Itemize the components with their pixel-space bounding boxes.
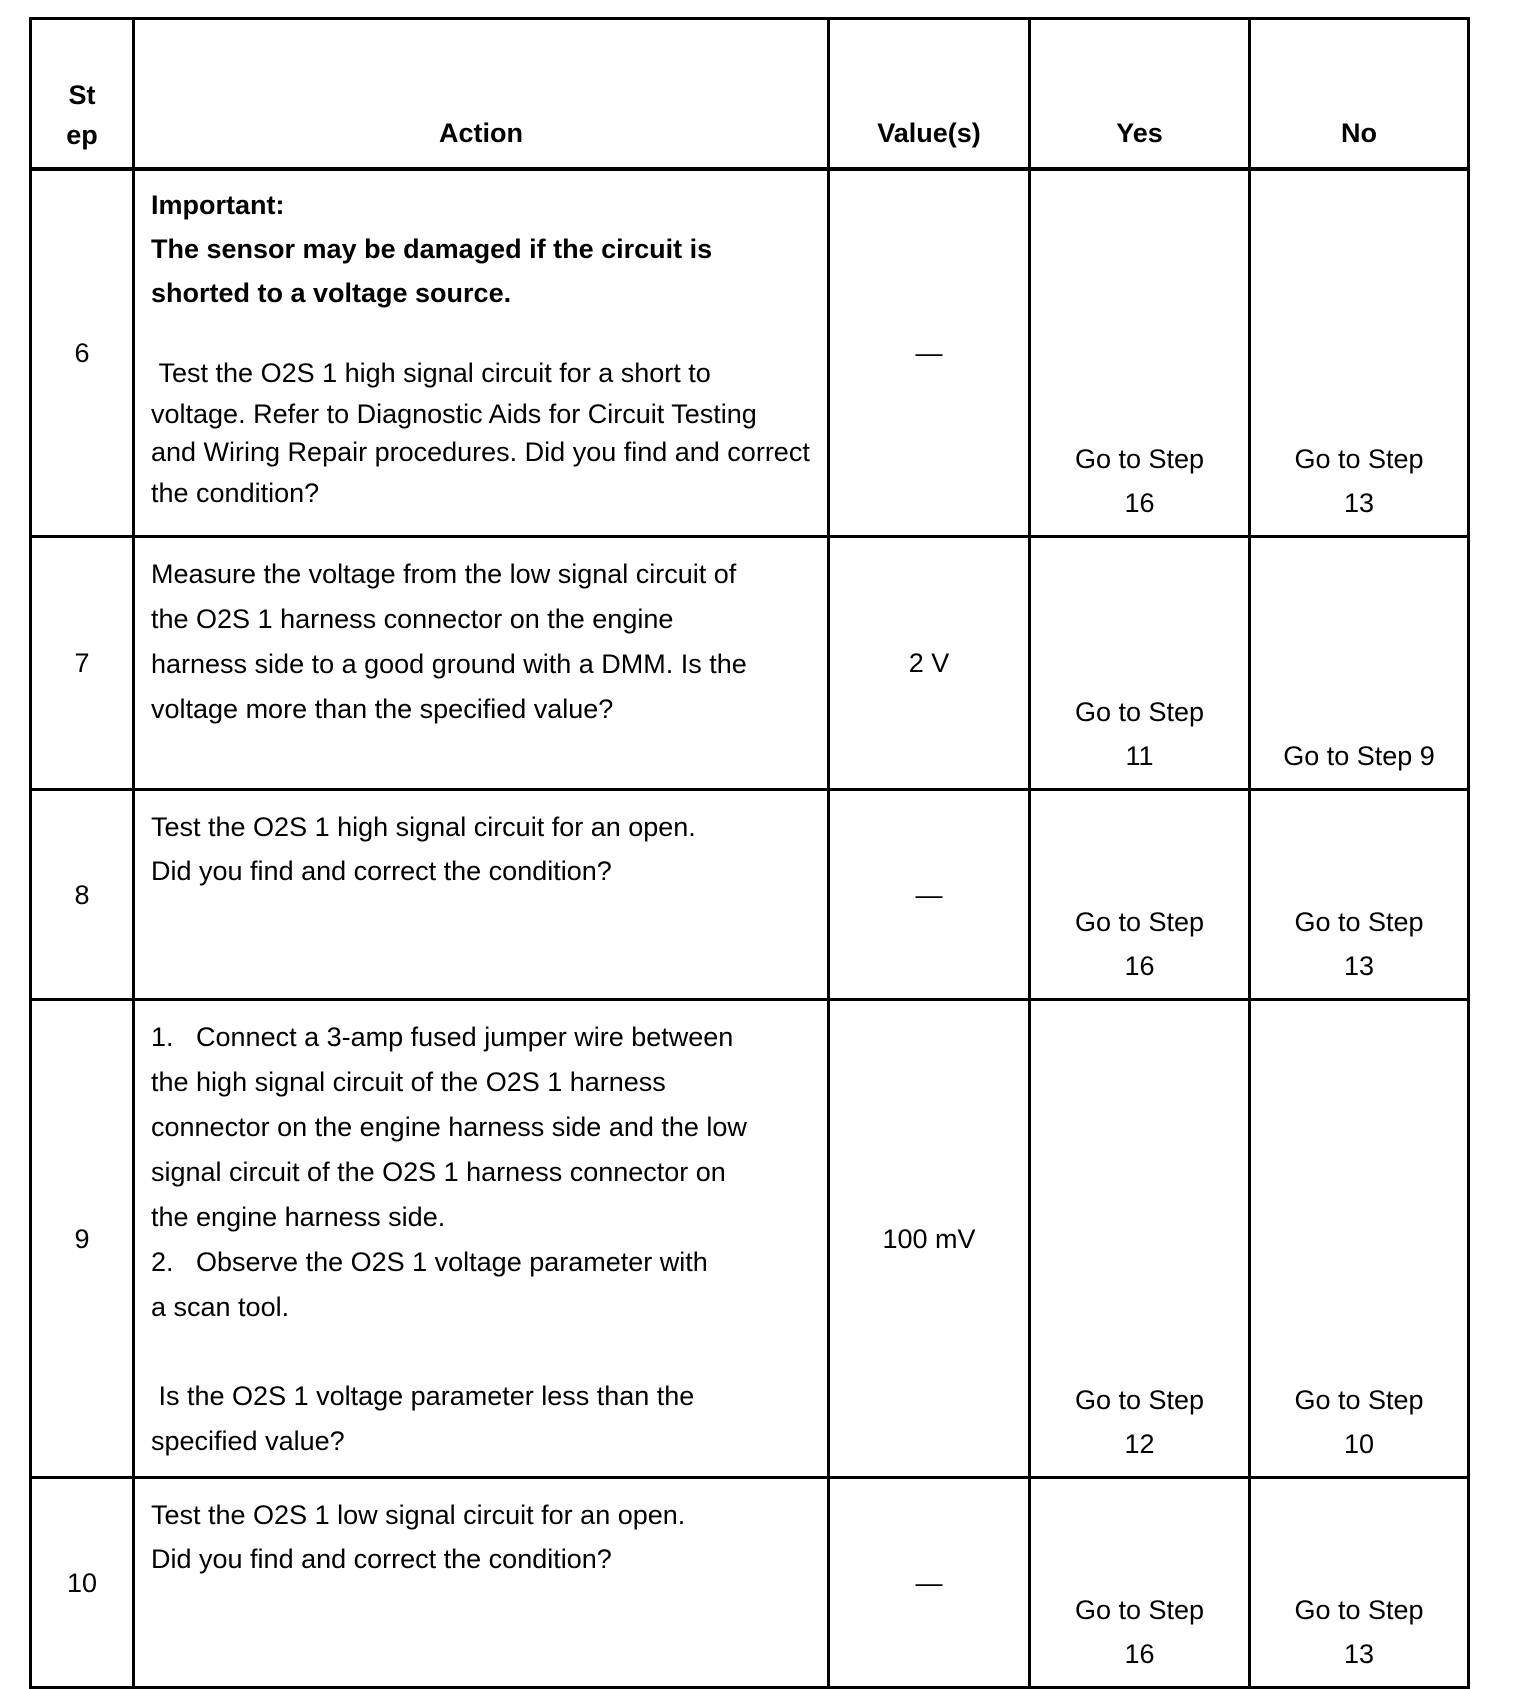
action-line: 1. Connect a 3-amp fused jumper wire between	[151, 1022, 734, 1052]
action-line: Test the O2S 1 high signal circuit for a short to	[151, 357, 711, 388]
no-link[interactable]: Go to Step 13	[1250, 790, 1469, 1000]
important-note: The sensor may be damaged if the circuit is	[151, 233, 713, 264]
value-cell	[829, 537, 1030, 790]
header-yes: Yes	[1030, 19, 1250, 169]
value-text: —	[915, 337, 943, 368]
action-text	[134, 1478, 829, 1688]
action-line: the O2S 1 harness connector on the engine	[151, 604, 674, 634]
step-number: 9	[31, 1000, 134, 1478]
action-line: a scan tool.	[151, 1292, 290, 1322]
action-line: the high signal circuit of the O2S 1 harness	[151, 1067, 666, 1097]
action-text	[134, 790, 829, 1000]
value-cell	[829, 1000, 1030, 1478]
value-text: 100 mV	[882, 1223, 976, 1254]
action-line: Measure the voltage from the low signal circuit of	[151, 559, 737, 589]
action-line: the engine harness side.	[151, 1202, 446, 1232]
action-line: voltage. Refer to Diagnostic Aids for Circuit Testing	[151, 398, 757, 429]
important-note: shorted to a voltage source.	[151, 277, 512, 308]
action-text	[134, 537, 829, 790]
diagnostic-steps-table	[29, 17, 1470, 1689]
action-line: and Wiring Repair procedures. Did you find and correct	[151, 436, 810, 467]
action-line: voltage more than the specified value?	[151, 694, 614, 724]
yes-link[interactable]: Go to Step 12	[1030, 1000, 1250, 1478]
important-label: Important:	[151, 189, 285, 220]
action-line: specified value?	[151, 1426, 345, 1456]
action-line: Did you find and correct the condition?	[151, 1544, 612, 1574]
step-number: 7	[31, 537, 134, 790]
header-no: No	[1250, 19, 1469, 169]
action-text	[134, 1000, 829, 1478]
action-line: Test the O2S 1 low signal circuit for an open.	[151, 1500, 686, 1530]
table-row	[31, 1000, 1469, 1478]
value-cell	[829, 1478, 1030, 1688]
yes-link[interactable]: Go to Step 16	[1030, 169, 1250, 537]
step-number: 6	[31, 169, 134, 537]
value-text: 2 V	[908, 648, 950, 678]
table-row	[31, 1478, 1469, 1688]
table-row	[31, 169, 1469, 537]
value-cell	[829, 790, 1030, 1000]
value-text: —	[915, 1567, 943, 1598]
yes-link[interactable]: Go to Step 11	[1030, 537, 1250, 790]
action-line: 2. Observe the O2S 1 voltage parameter with	[151, 1247, 708, 1277]
header-action: Action	[134, 19, 829, 169]
header-step: St ep	[31, 19, 134, 169]
no-link[interactable]: Go to Step 10	[1250, 1000, 1469, 1478]
table-header-row	[31, 19, 1469, 169]
action-text	[134, 169, 829, 537]
table-row	[31, 790, 1469, 1000]
yes-link[interactable]: Go to Step 16	[1030, 1478, 1250, 1688]
action-line: Did you find and correct the condition?	[151, 856, 612, 886]
yes-link[interactable]: Go to Step 16	[1030, 790, 1250, 1000]
action-line: the condition?	[151, 477, 320, 508]
action-line: Test the O2S 1 high signal circuit for an open.	[151, 812, 696, 842]
value-cell	[829, 169, 1030, 537]
action-line: Is the O2S 1 voltage parameter less than the	[151, 1381, 695, 1411]
action-line: signal circuit of the O2S 1 harness connector on	[151, 1157, 726, 1187]
no-link[interactable]: Go to Step 9	[1250, 537, 1469, 790]
step-number: 8	[31, 790, 134, 1000]
no-link[interactable]: Go to Step 13	[1250, 169, 1469, 537]
value-text: —	[915, 879, 943, 910]
step-number: 10	[31, 1478, 134, 1688]
no-link[interactable]: Go to Step 13	[1250, 1478, 1469, 1688]
action-line: connector on the engine harness side and the low	[151, 1112, 747, 1142]
header-values: Value(s)	[829, 19, 1030, 169]
table-row	[31, 537, 1469, 790]
action-line: harness side to a good ground with a DMM. Is the	[151, 649, 747, 679]
